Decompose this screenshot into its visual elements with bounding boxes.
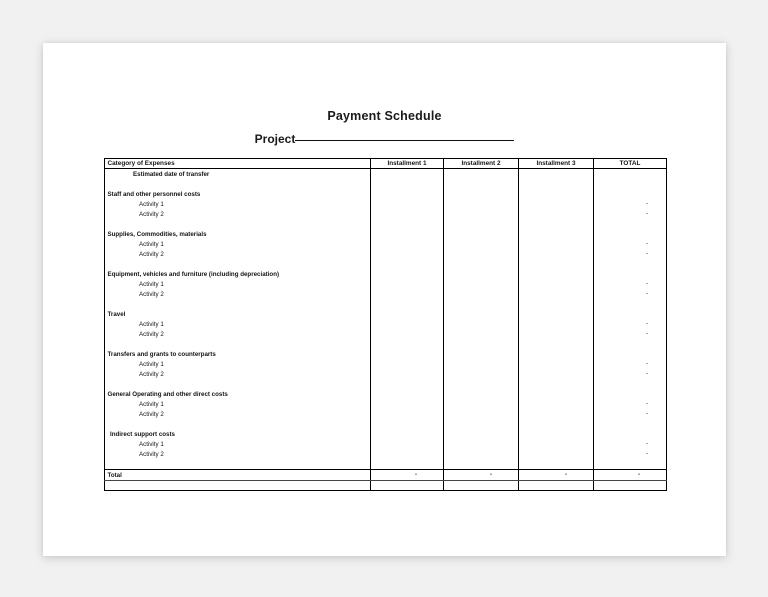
section-indirect-support-costs-installment-3[interactable] [519,429,594,439]
activity-installment-1[interactable] [371,359,444,369]
section-row-supplies-commodities-materials [105,229,667,239]
section-label-travel: Travel [105,309,371,319]
spacer-row [105,299,667,309]
estimated-date-installment-1[interactable] [371,169,444,180]
section-transfers-and-grants-to-counterparts-installment-2[interactable] [444,349,519,359]
activity-total: - [594,399,667,409]
spacer-installment-1[interactable] [371,259,444,269]
grand-total-installment-3: - [519,470,594,481]
spacer-cat [105,379,371,389]
spacer-total [594,379,667,389]
spacer-installment-1[interactable] [371,339,444,349]
section-row-general-operating-and-other-direct-costs [105,389,667,399]
section-staff-and-other-personnel-costs-total [594,189,667,199]
section-label-supplies-commodities-materials: Supplies, Commodities, materials [105,229,371,239]
activity-installment-1[interactable] [371,209,444,219]
section-label-staff-and-other-personnel-costs: Staff and other personnel costs [105,189,371,199]
section-row-equipment-vehicles-and-furniture-includi [105,269,667,279]
activity-label: Activity 2 [105,289,371,299]
spacer-row [105,419,667,429]
grand-total-row [105,470,667,481]
spacer-cat [105,459,371,470]
activity-row [105,449,667,459]
column-header-installment-3: Installment 3 [519,159,594,169]
activity-total: - [594,359,667,369]
activity-installment-3[interactable] [519,239,594,249]
section-general-operating-and-other-direct-costs-installment-3[interactable] [519,389,594,399]
spacer-installment-2[interactable] [444,459,519,470]
grand-total-installment-1: - [371,470,444,481]
activity-installment-3[interactable] [519,449,594,459]
estimated-date-installment-3[interactable] [519,169,594,180]
section-indirect-support-costs-installment-1[interactable] [371,429,444,439]
activity-installment-3[interactable] [519,359,594,369]
spacer-total [594,179,667,189]
page-title: Payment Schedule [327,109,442,123]
spacer-installment-2[interactable] [444,339,519,349]
activity-total: - [594,249,667,259]
section-general-operating-and-other-direct-costs-total [594,389,667,399]
section-staff-and-other-personnel-costs-installment-3[interactable] [519,189,594,199]
section-label-equipment-vehicles-and-furniture-includi: Equipment, vehicles and furniture (including depreciation) [105,269,371,279]
section-travel-installment-2[interactable] [444,309,519,319]
spacer-row [105,219,667,229]
activity-installment-3[interactable] [519,369,594,379]
activity-installment-2[interactable] [444,199,519,209]
tail-installment-1 [371,481,444,491]
activity-installment-1[interactable] [371,319,444,329]
section-supplies-commodities-materials-installment-2[interactable] [444,229,519,239]
spacer-row [105,259,667,269]
payment-schedule-table [104,158,667,491]
activity-row [105,199,667,209]
activity-total: - [594,319,667,329]
activity-label: Activity 2 [105,209,371,219]
activity-installment-2[interactable] [444,359,519,369]
spacer-installment-3[interactable] [519,299,594,309]
spacer-total [594,219,667,229]
section-general-operating-and-other-direct-costs-installment-1[interactable] [371,389,444,399]
estimated-date-row [105,169,667,180]
activity-installment-1[interactable] [371,279,444,289]
activity-row [105,369,667,379]
section-equipment-vehicles-and-furniture-includi-installment-1[interactable] [371,269,444,279]
activity-installment-3[interactable] [519,249,594,259]
activity-total: - [594,289,667,299]
activity-installment-1[interactable] [371,369,444,379]
section-equipment-vehicles-and-furniture-includi-installment-3[interactable] [519,269,594,279]
section-equipment-vehicles-and-furniture-includi-total [594,269,667,279]
spacer-installment-2[interactable] [444,379,519,389]
section-supplies-commodities-materials-installment-3[interactable] [519,229,594,239]
column-header-installment-1: Installment 1 [371,159,444,169]
spacer-cat [105,219,371,229]
activity-row [105,359,667,369]
activity-label: Activity 2 [105,449,371,459]
spacer-installment-3[interactable] [519,419,594,429]
activity-installment-2[interactable] [444,319,519,329]
section-label-indirect-support-costs: Indirect support costs [105,429,371,439]
spacer-installment-1[interactable] [371,459,444,470]
activity-row [105,239,667,249]
activity-label: Activity 2 [105,369,371,379]
activity-installment-1[interactable] [371,439,444,449]
activity-installment-1[interactable] [371,199,444,209]
section-label-general-operating-and-other-direct-costs: General Operating and other direct costs [105,389,371,399]
spacer-row [105,459,667,470]
activity-row [105,329,667,339]
activity-label: Activity 2 [105,329,371,339]
estimated-date-total [594,169,667,180]
table-tail-row [105,481,667,491]
activity-installment-3[interactable] [519,439,594,449]
activity-label: Activity 1 [105,279,371,289]
activity-row [105,209,667,219]
activity-total: - [594,449,667,459]
activity-label: Activity 1 [105,319,371,329]
spacer-cat [105,259,371,269]
activity-installment-2[interactable] [444,439,519,449]
section-transfers-and-grants-to-counterparts-total [594,349,667,359]
activity-installment-1[interactable] [371,239,444,249]
section-transfers-and-grants-to-counterparts-installment-1[interactable] [371,349,444,359]
document-page [43,43,726,556]
spacer-installment-2[interactable] [444,179,519,189]
section-supplies-commodities-materials-installment-1[interactable] [371,229,444,239]
tail-installment-2 [444,481,519,491]
activity-label: Activity 1 [105,439,371,449]
spacer-total [594,299,667,309]
spacer-installment-2[interactable] [444,259,519,269]
activity-total: - [594,329,667,339]
activity-total: - [594,409,667,419]
activity-installment-1[interactable] [371,409,444,419]
tail-cat [105,481,371,491]
activity-installment-2[interactable] [444,209,519,219]
activity-label: Activity 2 [105,409,371,419]
grand-total-total: - [594,470,667,481]
project-field-line [43,132,726,146]
activity-installment-2[interactable] [444,289,519,299]
section-supplies-commodities-materials-total [594,229,667,239]
spacer-installment-2[interactable] [444,419,519,429]
activity-installment-3[interactable] [519,409,594,419]
grand-total-label: Total [105,470,371,481]
section-row-travel [105,309,667,319]
activity-row [105,439,667,449]
activity-row [105,279,667,289]
spacer-installment-1[interactable] [371,299,444,309]
activity-installment-3[interactable] [519,329,594,339]
spacer-cat [105,179,371,189]
activity-installment-1[interactable] [371,399,444,409]
activity-total: - [594,439,667,449]
spacer-total [594,339,667,349]
activity-installment-3[interactable] [519,279,594,289]
activity-installment-2[interactable] [444,399,519,409]
tail-installment-3 [519,481,594,491]
estimated-date-label: Estimated date of transfer [105,169,371,180]
spacer-total [594,259,667,269]
section-travel-installment-3[interactable] [519,309,594,319]
activity-installment-1[interactable] [371,449,444,459]
spacer-installment-3[interactable] [519,379,594,389]
activity-row [105,289,667,299]
activity-installment-3[interactable] [519,289,594,299]
table-header-row [105,159,667,169]
spacer-installment-3[interactable] [519,179,594,189]
activity-row [105,249,667,259]
activity-total: - [594,239,667,249]
project-input-rule[interactable] [295,140,514,141]
grand-total-installment-2: - [444,470,519,481]
activity-installment-2[interactable] [444,249,519,259]
section-label-transfers-and-grants-to-counterparts: Transfers and grants to counterparts [105,349,371,359]
spacer-installment-1[interactable] [371,219,444,229]
column-header-installment-2: Installment 2 [444,159,519,169]
spacer-row [105,339,667,349]
estimated-date-installment-2[interactable] [444,169,519,180]
spacer-total [594,419,667,429]
activity-installment-2[interactable] [444,279,519,289]
spacer-installment-3[interactable] [519,459,594,470]
spacer-installment-1[interactable] [371,419,444,429]
section-staff-and-other-personnel-costs-installment-1[interactable] [371,189,444,199]
section-indirect-support-costs-total [594,429,667,439]
activity-label: Activity 1 [105,199,371,209]
spacer-row [105,179,667,189]
section-equipment-vehicles-and-furniture-includi-installment-2[interactable] [444,269,519,279]
activity-total: - [594,369,667,379]
spacer-installment-1[interactable] [371,379,444,389]
section-row-staff-and-other-personnel-costs [105,189,667,199]
spacer-total [594,459,667,470]
activity-row [105,319,667,329]
activity-row [105,409,667,419]
activity-installment-1[interactable] [371,289,444,299]
section-transfers-and-grants-to-counterparts-installment-3[interactable] [519,349,594,359]
activity-installment-1[interactable] [371,329,444,339]
activity-label: Activity 1 [105,359,371,369]
section-row-transfers-and-grants-to-counterparts [105,349,667,359]
activity-installment-2[interactable] [444,369,519,379]
project-label: Project [254,132,296,146]
activity-installment-2[interactable] [444,329,519,339]
activity-installment-2[interactable] [444,449,519,459]
section-general-operating-and-other-direct-costs-installment-2[interactable] [444,389,519,399]
spacer-installment-2[interactable] [444,299,519,309]
activity-label: Activity 1 [105,399,371,409]
activity-installment-1[interactable] [371,249,444,259]
spacer-installment-2[interactable] [444,219,519,229]
spacer-cat [105,339,371,349]
activity-installment-3[interactable] [519,209,594,219]
activity-total: - [594,199,667,209]
activity-installment-2[interactable] [444,409,519,419]
tail-total [594,481,667,491]
activity-installment-3[interactable] [519,319,594,329]
activity-total: - [594,279,667,289]
activity-label: Activity 1 [105,239,371,249]
spacer-installment-3[interactable] [519,219,594,229]
section-staff-and-other-personnel-costs-installment-2[interactable] [444,189,519,199]
spacer-cat [105,299,371,309]
section-indirect-support-costs-installment-2[interactable] [444,429,519,439]
section-travel-total [594,309,667,319]
activity-installment-2[interactable] [444,239,519,249]
spacer-row [105,379,667,389]
activity-row [105,399,667,409]
section-travel-installment-1[interactable] [371,309,444,319]
spacer-installment-1[interactable] [371,179,444,189]
activity-installment-3[interactable] [519,199,594,209]
spacer-installment-3[interactable] [519,259,594,269]
activity-installment-3[interactable] [519,399,594,409]
section-row-indirect-support-costs [105,429,667,439]
column-header-total: TOTAL [594,159,667,169]
spacer-cat [105,419,371,429]
column-header-category: Category of Expenses [105,159,371,169]
activity-label: Activity 2 [105,249,371,259]
activity-total: - [594,209,667,219]
spacer-installment-3[interactable] [519,339,594,349]
